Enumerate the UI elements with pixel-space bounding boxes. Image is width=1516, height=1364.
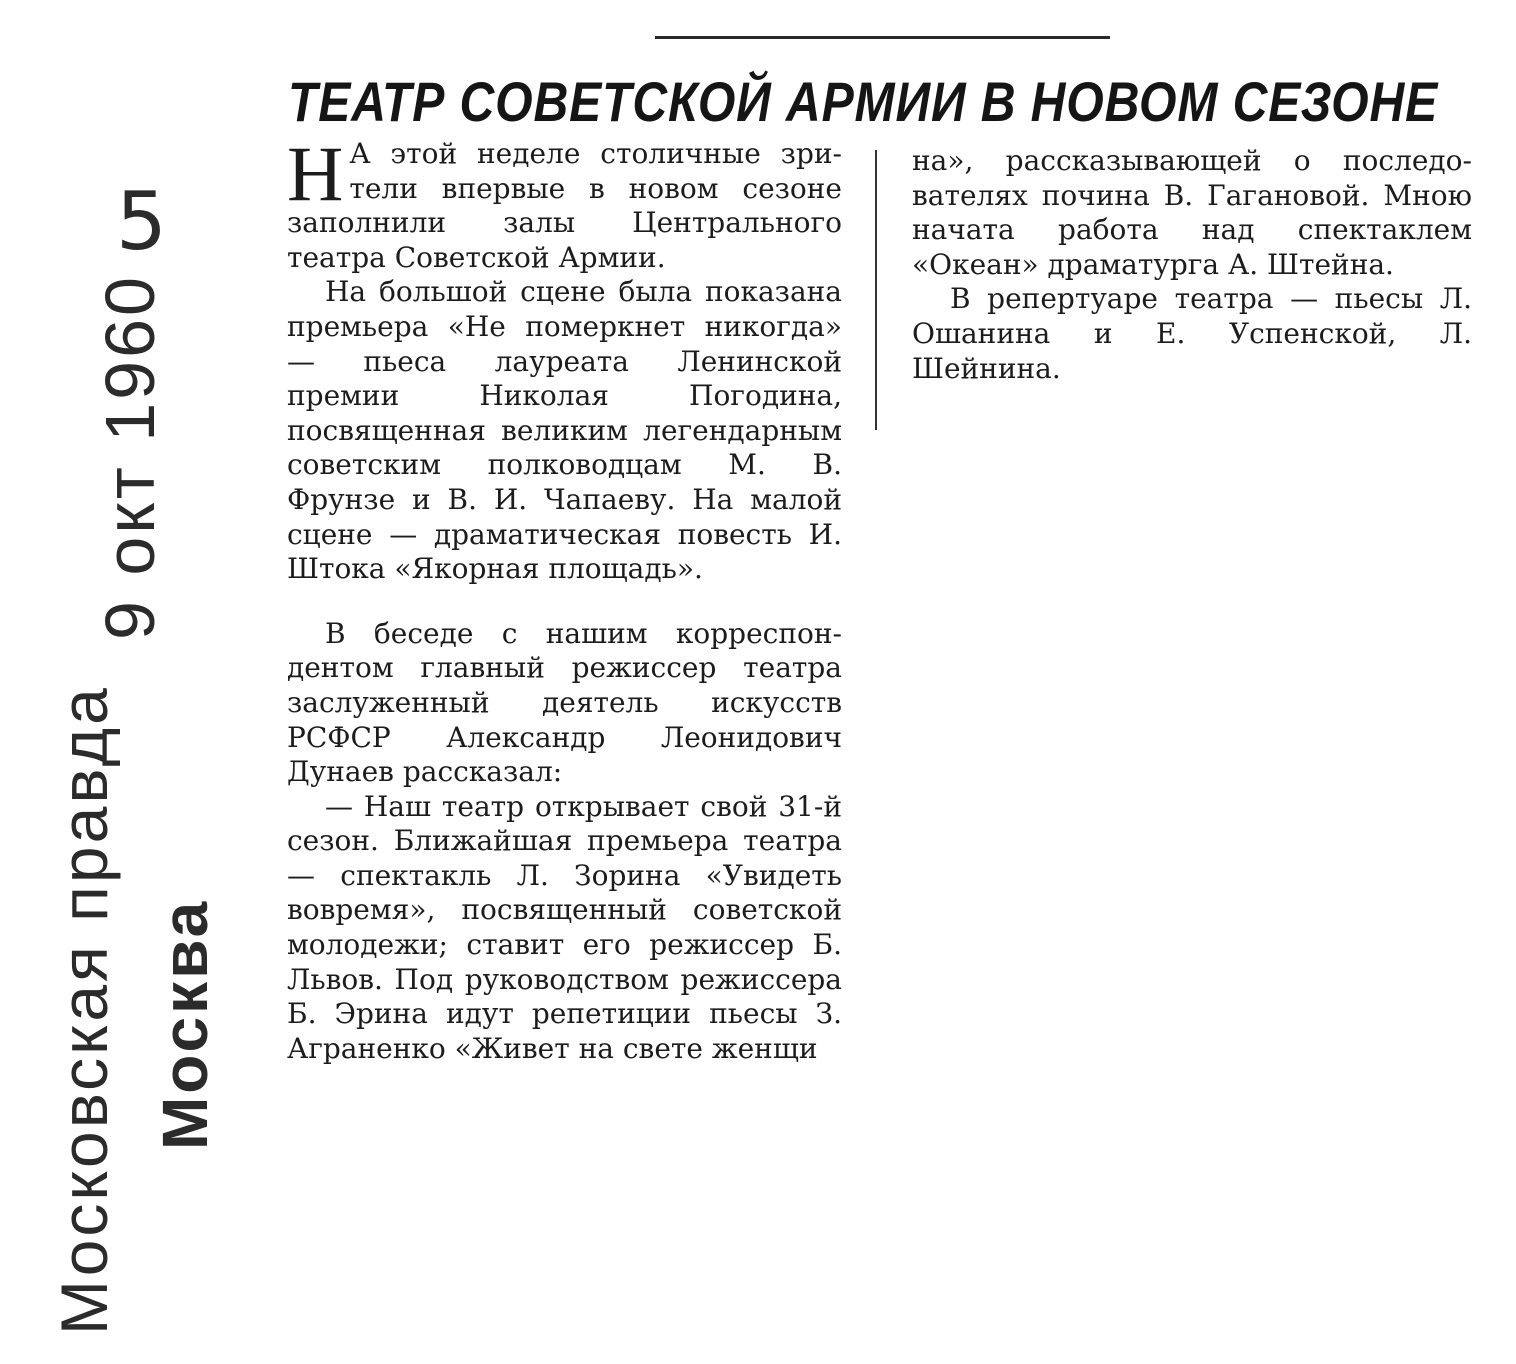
page-mark: 5 — [116, 175, 167, 268]
source-annotation: Московская правда — [47, 685, 121, 1335]
article-right-column — [912, 144, 1472, 386]
column-divider — [875, 150, 877, 430]
dropcap: Н — [287, 130, 344, 217]
paragraph-6: В репертуаре театра — пьесы Л. Ошанина и Е. Успенской, Л. Шейнина. — [912, 282, 1472, 385]
paragraph-5: на», рассказывающей о последователях почина В. Гагановой. Мною начата работа над спектаклем «Океан» драматурга А. Штейна. — [912, 144, 1472, 281]
city-annotation: Москва — [149, 898, 221, 1150]
article-left-column — [287, 130, 842, 1066]
paragraph-3: В беседе с нашим корреспондентом главный режиссер театра заслуженный деятель искусств РСФСР Александр Леонидович Дунаев рассказал: — [287, 616, 842, 789]
headline: ТЕАТР СОВЕТСКОЙ АРМИИ В НОВОМ СЕЗОНЕ — [288, 70, 1439, 133]
paragraph-4: — Наш театр открывает свой 31-й сезон. Ближайшая премьера театра — спектакль Л. Зорина «Увидеть вовремя», посвященный советской молодежи; ставит его режиссер Б. Львов. Под руководством режиссера Б. Эрина идут репетиции пьесы З. Аграненко «Живет на свете женщи — [287, 789, 842, 1065]
paragraph-2: На большой сцене была показана премьера «Не померкнет никогда» — пьеса лауреата Ленинской премии Николая Погодина, посвященная великим легендарным советским полководцам М. В. Фрунзе и В. И. Чапаеву. На малой сцене — драматическая повесть И. Штока «Якорная площадь». — [287, 275, 842, 586]
paragraph-1-text: А этой неделе столичные зрители впервые в новом сезоне заполнили залы Центрального театра Советской Армии. — [287, 137, 842, 274]
paragraph-1 — [287, 130, 842, 275]
top-rule — [655, 36, 1110, 39]
date-annotation: 9 окт 1960 — [91, 274, 169, 640]
